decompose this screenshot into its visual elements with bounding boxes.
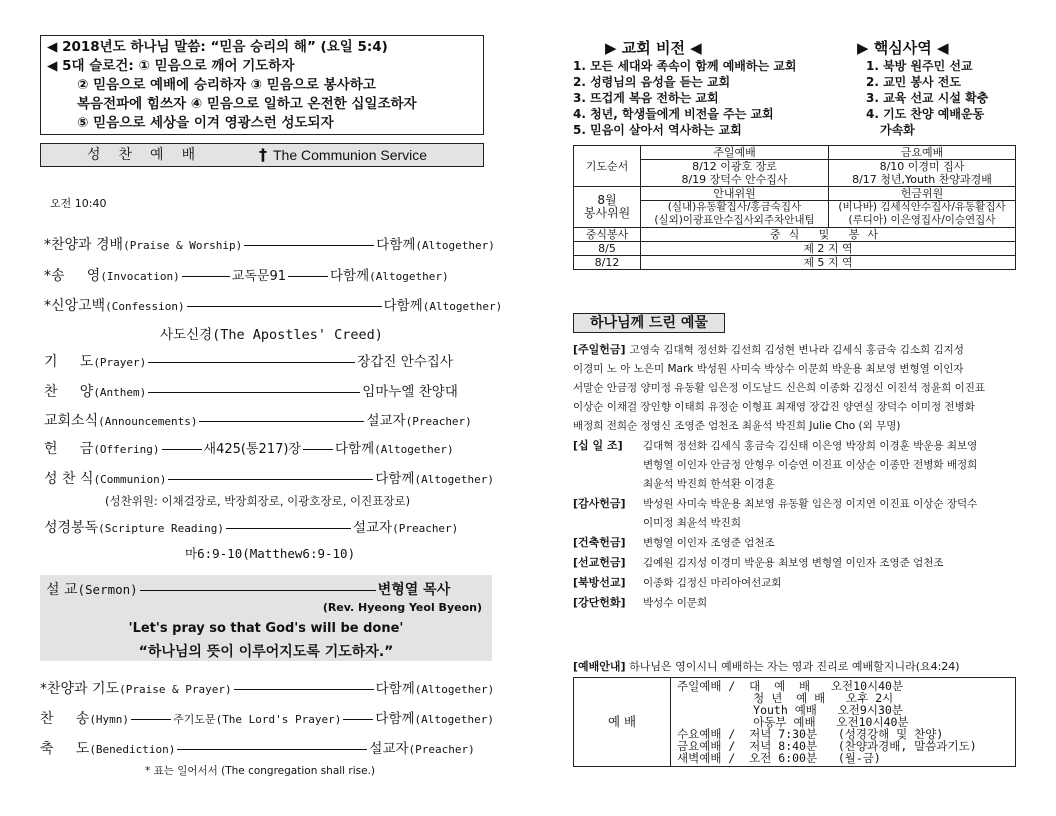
service-item-leader: 설교자 bbox=[366, 413, 406, 429]
service-item-label-en: (Communion) bbox=[93, 473, 167, 486]
offering-header: 헌금위원 bbox=[829, 187, 1016, 201]
closing-item-detail: 주기도문(The Lord's Prayer) bbox=[173, 713, 342, 726]
offering-category: [강단헌화] bbox=[573, 596, 626, 609]
service-item-leader-en: (Preacher) bbox=[392, 522, 459, 535]
sermon-label-en: (Sermon) bbox=[77, 582, 138, 597]
cross-icon: † bbox=[259, 145, 267, 164]
vision-list bbox=[573, 58, 796, 138]
service-item-label-en: (Prayer) bbox=[93, 356, 147, 369]
offering-row bbox=[573, 514, 1023, 533]
sunday-prayer-2: 8/19 장덕수 안수집사 bbox=[681, 173, 788, 186]
leader-line bbox=[177, 749, 367, 750]
offering-names: 이미정 최윤석 박진희 bbox=[643, 517, 741, 529]
closing-item bbox=[40, 707, 494, 728]
service-time: 오전 10:40 bbox=[50, 197, 107, 210]
offering-row bbox=[573, 573, 1023, 593]
friday-prayer-2: 8/17 청년,Youth 찬양과경배 bbox=[852, 173, 992, 186]
service-item-leader: 다함께 bbox=[375, 471, 415, 487]
closing-item-leader-en: (Altogether) bbox=[414, 683, 495, 696]
service-item-leader: 다함께 bbox=[335, 441, 375, 457]
worship-table bbox=[573, 677, 1016, 767]
offering-category: [북방선교] bbox=[573, 576, 626, 589]
offering-committee bbox=[829, 201, 1016, 228]
service-item-label: 교회소식 bbox=[44, 413, 99, 429]
sunday-prayer-1: 8/12 이광호 장로 bbox=[692, 160, 777, 173]
service-item bbox=[44, 380, 458, 401]
service-item-leader: 다함께 bbox=[376, 237, 416, 253]
offering-names: 이경미 노 아 노은미 Mark 박성원 사미숙 박상수 이문희 박운용 최보영 변형열 이인자 bbox=[573, 363, 964, 375]
offering-row bbox=[573, 456, 1023, 475]
leader-line bbox=[168, 479, 373, 480]
service-item-label: 헌 금 bbox=[44, 441, 94, 457]
worship-guide-label: [예배안내] bbox=[573, 660, 626, 673]
friday-prayer bbox=[829, 160, 1016, 187]
friday-prayer-1: 8/10 이경미 집사 bbox=[879, 160, 965, 173]
meal-label: 중식봉사 bbox=[574, 228, 641, 242]
sermon-line bbox=[46, 579, 450, 599]
meal-date: 8/12 bbox=[574, 256, 641, 270]
sermon-label: 설 교 bbox=[46, 582, 78, 598]
service-item-leader-en: (Altogether) bbox=[415, 239, 495, 252]
service-item-label-en: (Scripture Reading) bbox=[98, 522, 224, 535]
service-item-label: 찬 양 bbox=[44, 384, 94, 400]
closing-item-label-en: (Hymn) bbox=[89, 713, 130, 726]
service-committee-label bbox=[574, 187, 641, 228]
sermon-title-en: 'Let's pray so that God's will be done' bbox=[128, 621, 404, 636]
offering-names: 최윤석 박진희 한석환 이경훈 bbox=[643, 478, 775, 490]
vision-item: 2. 성령님의 음성을 듣는 교회 bbox=[573, 75, 731, 89]
service-item-leader-en: (Altogether) bbox=[422, 300, 503, 313]
service-title-en: The Communion Service bbox=[273, 147, 428, 163]
schedule-table bbox=[573, 145, 1016, 270]
leader-line bbox=[131, 719, 171, 720]
creed bbox=[160, 323, 383, 343]
scripture: 마6:9-10(Matthew6:9-10) bbox=[185, 546, 356, 561]
closing-item-label: *찬양과 기도 bbox=[40, 681, 120, 697]
offering-row bbox=[573, 379, 1023, 398]
offering-names: 변형열 이인자 안금정 안형우 이승연 이진표 이상순 이종만 전병화 배정희 bbox=[643, 459, 978, 471]
meal-header: 중식 및 봉사 bbox=[641, 228, 1016, 242]
month-label: 8월 bbox=[597, 193, 617, 207]
usher-header: 안내위원 bbox=[641, 187, 829, 201]
worship-guide-verse: 하나님은 영이시니 예배하는 자는 영과 진리로 예배할지니라(요4:24) bbox=[629, 660, 960, 673]
service-item-leader-en: (Altogether) bbox=[414, 473, 494, 486]
leader-line bbox=[343, 719, 373, 720]
leader-line bbox=[199, 421, 364, 422]
offering-names: 박성수 이문희 bbox=[643, 597, 708, 609]
leader-line bbox=[148, 392, 360, 393]
service-item-label: 성 찬 식 bbox=[44, 471, 94, 487]
closing-item-leader-en: (Preacher) bbox=[408, 743, 475, 756]
closing-item-leader-en: (Altogether) bbox=[414, 713, 495, 726]
vision-item: 3. 뜨겁게 복음 전하는 교회 bbox=[573, 91, 719, 105]
service-item bbox=[44, 516, 458, 537]
motto-box bbox=[40, 35, 484, 135]
worship-time-row: 아동부 예배 오전10시40분 bbox=[677, 715, 909, 729]
sermon-title-ko: “하나님의 뜻이 이루어지도록 기도하자.” bbox=[138, 644, 394, 660]
closing-item-leader: 다함께 bbox=[375, 681, 415, 697]
service-item-leader-en: (Preacher) bbox=[405, 415, 472, 428]
leader-line bbox=[288, 276, 328, 277]
closing-item bbox=[40, 677, 494, 698]
ushers bbox=[641, 201, 829, 228]
worship-times bbox=[671, 678, 1016, 767]
offering-row bbox=[573, 436, 1023, 456]
service-item-leader-en: (Altogether) bbox=[374, 443, 454, 456]
worship-time-row: 수요예배 / 저녁 7:30분 (성경강해 및 찬양) bbox=[677, 727, 944, 741]
closing-item-label: 찬 송 bbox=[40, 711, 90, 727]
service-item-label: *찬양과 경배 bbox=[44, 237, 124, 253]
worship-cell-label: 예 배 bbox=[574, 678, 671, 767]
service-item bbox=[44, 409, 472, 430]
offering-category: [감사헌금] bbox=[573, 497, 626, 510]
motto-line-1: ◀ 2018년도 하나님 말씀: “믿음 승리의 해” (요일 5:4) bbox=[47, 39, 388, 55]
offering-lydia: (루디아) 이은영집사/이승연집사 bbox=[848, 214, 996, 226]
offering-row bbox=[573, 340, 1023, 360]
motto-line-3: ② 믿음으로 예배에 승리하자 ③ 믿음으로 봉사하고 bbox=[77, 77, 376, 93]
offering-names: 배정희 전희순 정영신 조영준 엄천조 최윤석 박진희 Julie Cho (외 무명) bbox=[573, 420, 901, 432]
offering-category: [건축헌금] bbox=[573, 536, 626, 549]
offering-title: 하나님께 드린 예물 bbox=[573, 313, 725, 333]
service-item-label: 성경봉독 bbox=[44, 520, 99, 536]
service-item-leader: 임마누엘 찬양대 bbox=[362, 384, 458, 400]
leader-line bbox=[234, 689, 374, 690]
offering-row bbox=[573, 593, 1023, 613]
sunday-prayer bbox=[641, 160, 829, 187]
closing-item-label: 축 도 bbox=[40, 741, 90, 757]
closing-item-leader: 설교자 bbox=[369, 741, 409, 757]
leader-line bbox=[148, 362, 355, 363]
vision-title: ▶ 교회 비전 ◀ bbox=[605, 39, 702, 57]
worship-time-row: Youth 예배 오전9시30분 bbox=[677, 703, 903, 717]
vision-item: 5. 믿음이 살아서 역사하는 교회 bbox=[573, 123, 742, 137]
offering-category: [선교헌금] bbox=[573, 556, 626, 569]
leader-line bbox=[244, 245, 374, 246]
leader-line bbox=[187, 306, 382, 307]
ministry-item: 2. 교민 봉사 전도 bbox=[866, 75, 961, 89]
offering-names: 이상순 이채걸 장인향 이태희 유정순 이형표 최재영 장갑진 양연실 장덕수 이미정 전병화 bbox=[573, 401, 975, 413]
leader-line bbox=[162, 449, 202, 450]
closing-item-leader: 다함께 bbox=[375, 711, 415, 727]
creed-text: 사도신경(The Apostles' Creed) bbox=[160, 327, 383, 343]
service-item-leader: 설교자 bbox=[352, 520, 393, 536]
service-item-label-en: (Confession) bbox=[105, 300, 185, 313]
service-item-leader: 다함께 bbox=[383, 298, 423, 314]
offering-row bbox=[573, 475, 1023, 494]
sermon-box bbox=[40, 575, 492, 661]
offering-names: 김예원 김지성 이경미 박운용 최보영 변형열 이인자 조영준 엄천조 bbox=[643, 557, 944, 569]
offering-names: 이종화 김정신 마리아여선교회 bbox=[643, 577, 782, 589]
offering-row bbox=[573, 360, 1023, 379]
prayer-label: 기도순서 bbox=[574, 146, 641, 187]
service-item bbox=[44, 233, 495, 254]
offering-names: 김대혁 정선화 김세식 홍금숙 김신태 이은영 박장희 이경훈 박운용 최보영 bbox=[643, 440, 978, 452]
service-item-detail: 교독문91 bbox=[231, 269, 287, 284]
usher-indoor: (실내)유동활집사/홍금숙집사 bbox=[667, 201, 802, 213]
rise-footnote: * 표는 일어서서 (The congregation shall rise.) bbox=[145, 765, 376, 777]
service-item-label-en: (Anthem) bbox=[93, 386, 147, 399]
meal-date: 8/5 bbox=[574, 242, 641, 256]
service-item-leader-en: (Altogether) bbox=[369, 270, 449, 283]
vision-item: 4. 청년, 학생들에게 비전을 주는 교회 bbox=[573, 107, 774, 121]
ministry-item: 3. 교육 선교 시설 확충 bbox=[866, 91, 989, 105]
preacher-name: 변형열 목사 bbox=[377, 582, 451, 598]
meal-area: 제 5 지 역 bbox=[641, 256, 1016, 270]
service-item-leader: 다함께 bbox=[330, 268, 370, 284]
service-item bbox=[44, 264, 449, 285]
ministry-item: 가속화 bbox=[880, 123, 915, 137]
service-item-label: *신앙고백 bbox=[44, 298, 106, 314]
service-item bbox=[44, 294, 502, 315]
leader-line bbox=[182, 276, 230, 277]
service-item-detail: 새425(통217)장 bbox=[203, 442, 301, 457]
offering-list bbox=[573, 340, 1023, 613]
offering-category: [주일헌금] bbox=[573, 343, 626, 356]
worship-time-row: 금요예배 / 저녁 8:40분 (찬양과경배, 말씀과기도) bbox=[677, 739, 977, 753]
ministry-item: 1. 북방 원주민 선교 bbox=[866, 59, 973, 73]
service-item-label-en: (Offering) bbox=[93, 443, 160, 456]
service-item bbox=[44, 467, 494, 488]
service-title-ko: 성찬예배 bbox=[87, 147, 214, 163]
offering-names: 서말순 안금정 양미정 유동활 임은정 이도날드 신은희 이종화 김정신 이진석 정윤희 이진표 bbox=[573, 382, 986, 394]
communion-helpers: (성찬위원: 이채걸장로, 박장희장로, 이광호장로, 이진표장로) bbox=[105, 494, 411, 508]
ministry-list bbox=[866, 58, 988, 138]
offering-category: [십 일 조] bbox=[573, 439, 623, 452]
offering-names: 고영숙 김대혁 정선화 김선희 김성현 변나라 김세식 홍금숙 김소희 김지성 bbox=[629, 344, 964, 356]
service-item bbox=[44, 350, 453, 371]
worship-time-row: 새벽예배 / 오전 6:00분 (월-금) bbox=[677, 751, 881, 765]
service-title-bar bbox=[40, 143, 484, 167]
service-item bbox=[44, 437, 454, 458]
offering-row bbox=[573, 553, 1023, 573]
sunday-header: 주일예배 bbox=[641, 146, 829, 160]
offering-row bbox=[573, 494, 1023, 514]
friday-header: 금요예배 bbox=[829, 146, 1016, 160]
service-item-label: 기 도 bbox=[44, 354, 94, 370]
service-item-leader: 장갑진 안수집사 bbox=[357, 354, 453, 370]
motto-line-5: ⑤ 믿음으로 세상을 이겨 영광스런 성도되자 bbox=[77, 115, 334, 131]
vision-item: 1. 모든 세대와 족속이 함께 예배하는 교회 bbox=[573, 59, 797, 73]
worship-time-row: 주일예배 / 대 예 배 오전10시40분 bbox=[677, 679, 904, 693]
service-item-label: *송 영 bbox=[44, 268, 101, 284]
worship-guide-line bbox=[573, 658, 960, 674]
meal-area: 제 2 지 역 bbox=[641, 242, 1016, 256]
offering-row bbox=[573, 533, 1023, 553]
ministry-item: 4. 기도 찬양 예배운동 bbox=[866, 107, 985, 121]
service-item-label-en: (Announcements) bbox=[98, 415, 198, 428]
motto-line-2: ◀ 5대 슬로건: ① 믿음으로 깨어 기도하자 bbox=[47, 58, 295, 74]
usher-outdoor: (실외)이광표안수집사외주차안내팀 bbox=[654, 214, 815, 226]
closing-item-label-en: (Benediction) bbox=[89, 743, 176, 756]
closing-item bbox=[40, 737, 475, 758]
ministry-title: ▶ 핵심사역 ◀ bbox=[857, 39, 949, 57]
worship-time-row: 청 년 예 배 오후 2시 bbox=[677, 691, 894, 705]
offering-row bbox=[573, 417, 1023, 436]
offering-row bbox=[573, 398, 1023, 417]
service-label: 봉사위원 bbox=[583, 206, 631, 220]
service-item-label-en: (Invocation) bbox=[100, 270, 180, 283]
closing-item-label-en: (Praise & Prayer) bbox=[119, 683, 232, 696]
leader-line bbox=[226, 528, 351, 529]
preacher-name-en: (Rev. Hyeong Yeol Byeon) bbox=[322, 601, 482, 614]
leader-line bbox=[303, 449, 333, 450]
offering-names: 박성원 사미숙 박운용 최보영 유동활 임은정 이지연 이진표 이상순 장덕수 bbox=[643, 498, 978, 510]
offering-barnabas: (비나바) 김세식안수집사/유동활집사 bbox=[838, 201, 1006, 213]
motto-line-4: 복음전파에 힘쓰자 ④ 믿음으로 일하고 온전한 십일조하자 bbox=[77, 96, 417, 112]
service-item-label-en: (Praise & Worship) bbox=[123, 239, 243, 252]
offering-names: 변형열 이인자 조영준 엄천조 bbox=[643, 537, 775, 549]
